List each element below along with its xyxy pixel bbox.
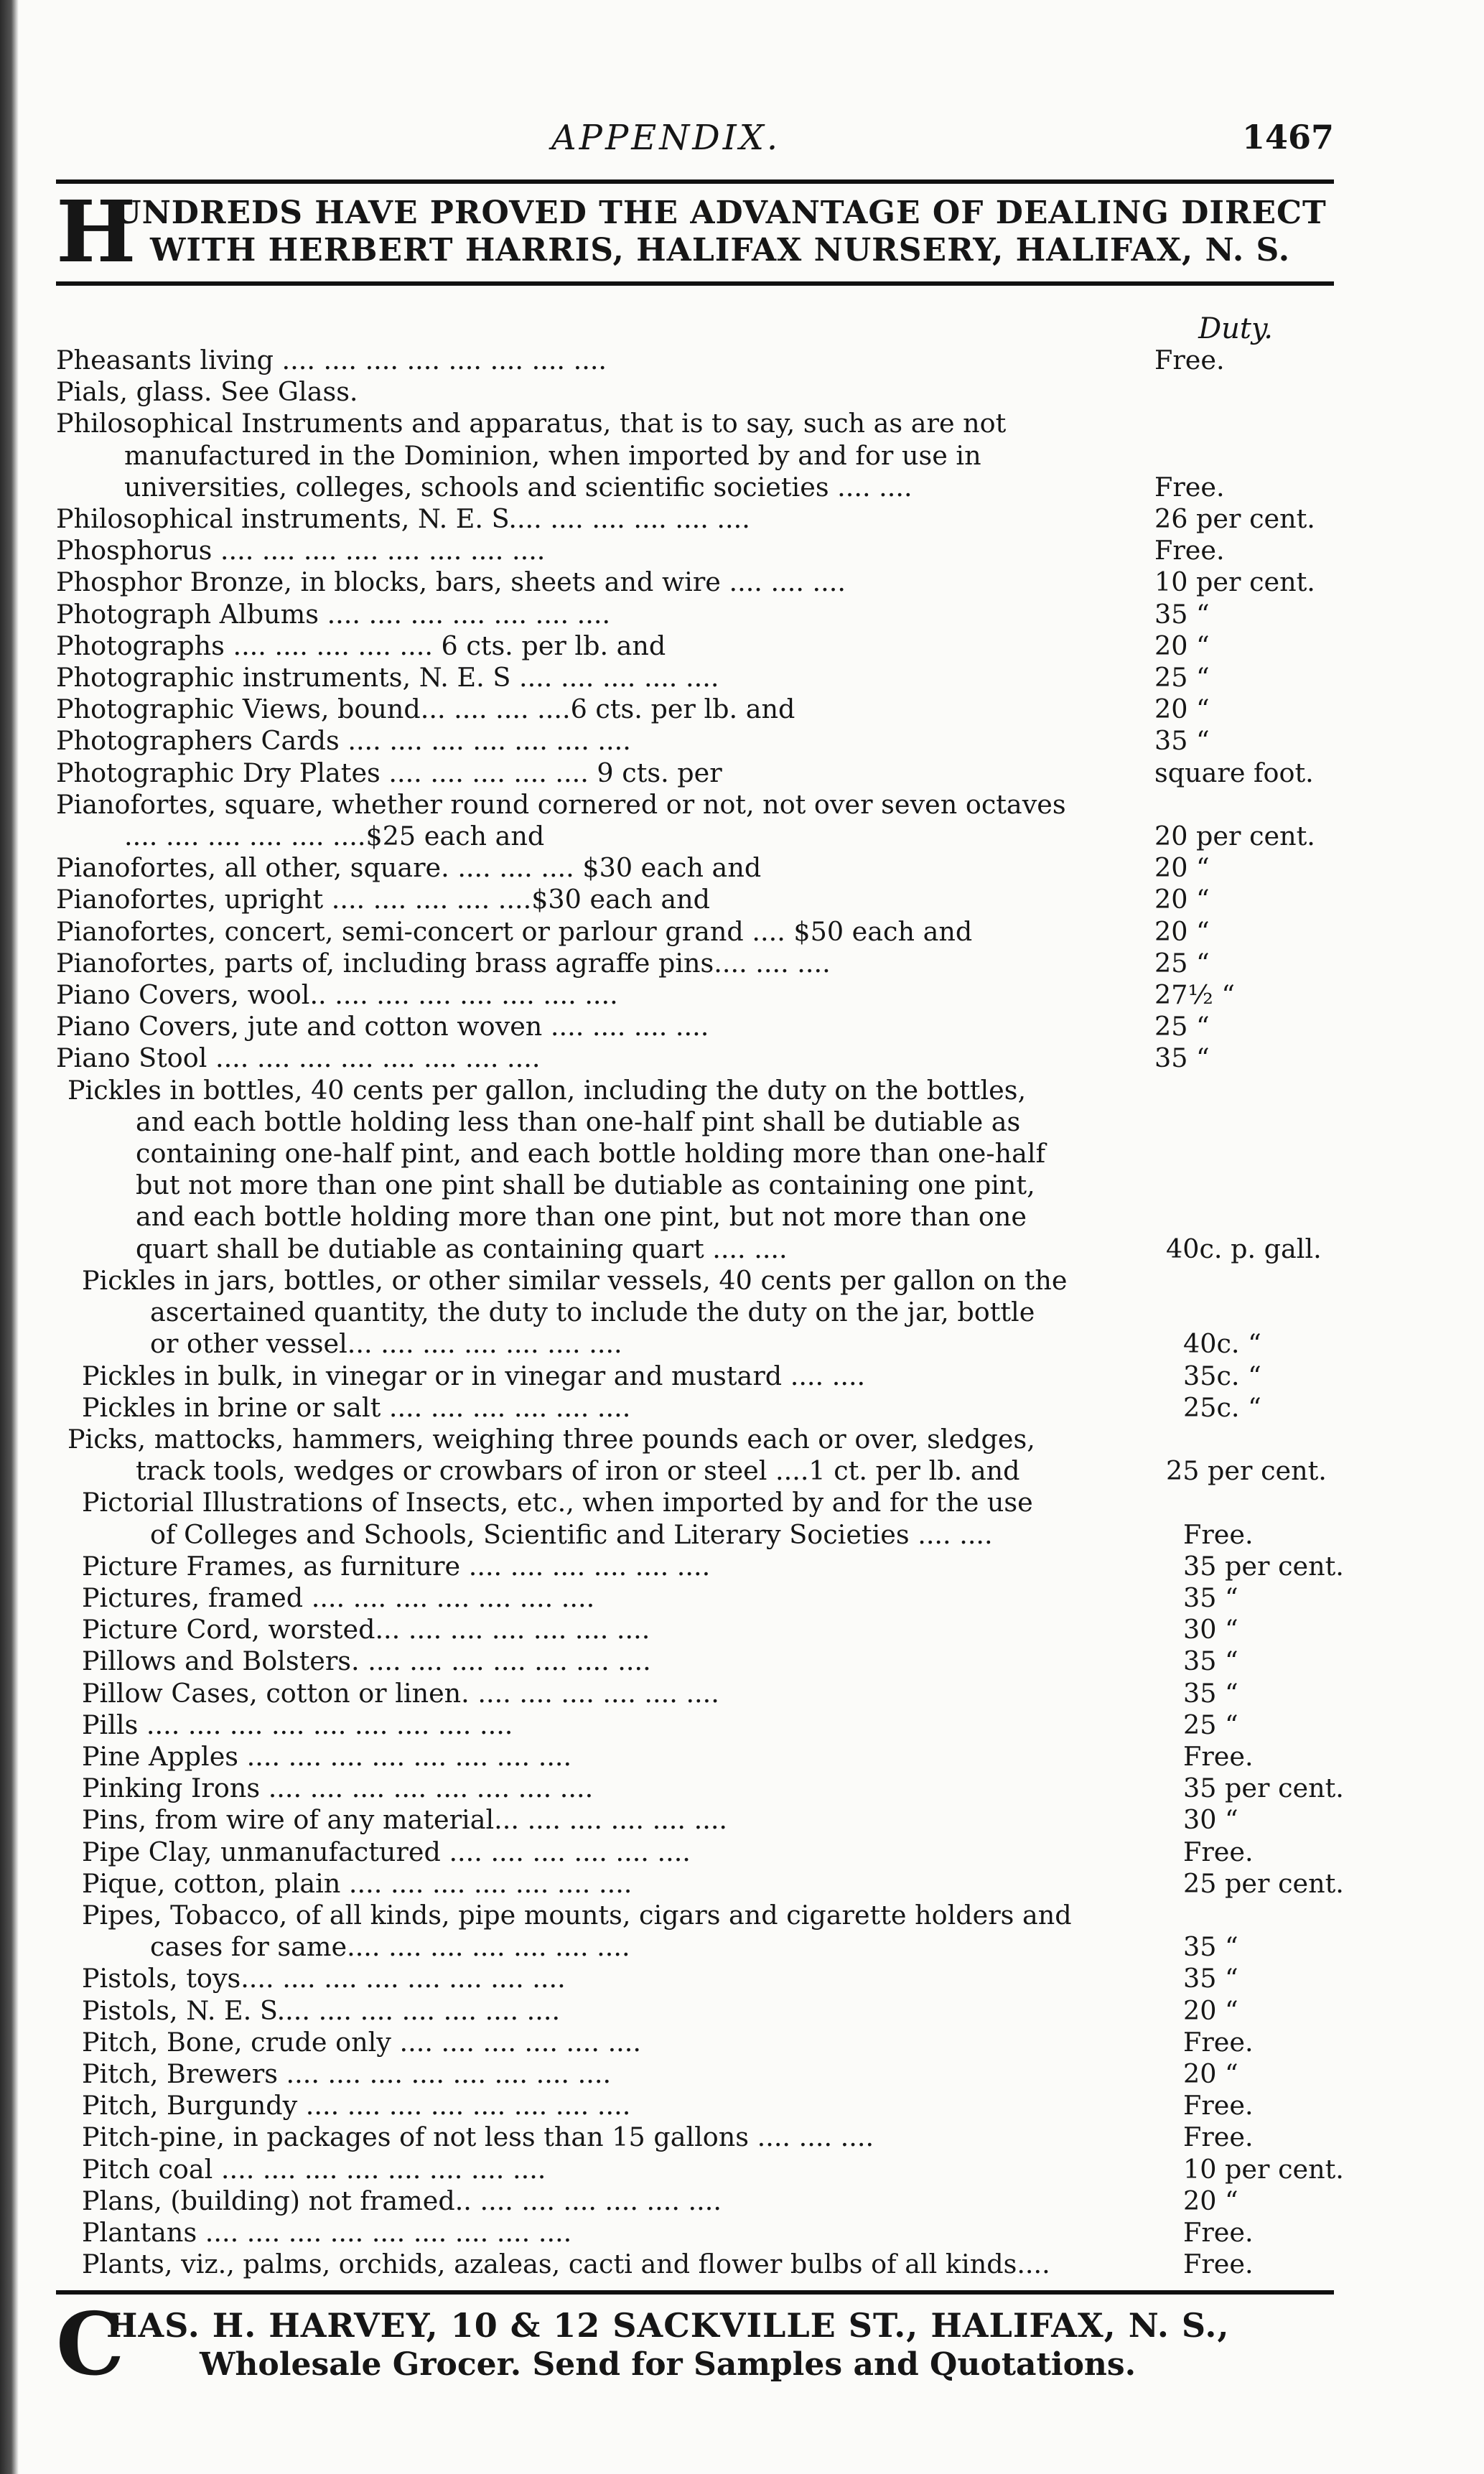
tariff-entry xyxy=(56,789,1334,852)
entry-description xyxy=(82,1487,1179,1550)
entry-line: Phosphor Bronze, in blocks, bars, sheets and wire .... .... .... xyxy=(56,566,846,598)
entry-line: Piano Covers, wool.. .... .... .... .... .... .... .... xyxy=(56,979,618,1011)
tariff-entry xyxy=(56,1582,1334,1614)
tariff-entry xyxy=(56,1678,1334,1709)
entry-description xyxy=(82,1836,1179,1868)
entry-duty: 10 per cent. xyxy=(1183,2153,1344,2185)
entry-description xyxy=(56,916,1150,948)
tariff-entry xyxy=(56,1741,1334,1773)
entry-duty: square foot. xyxy=(1154,757,1314,788)
tariff-entry xyxy=(56,1836,1334,1868)
entry-description xyxy=(82,1995,1179,2027)
tariff-entry xyxy=(56,694,1334,725)
entry-duty: 35 “ xyxy=(1154,598,1210,630)
entry-duty: Free. xyxy=(1154,535,1225,566)
tariff-entry xyxy=(56,599,1334,630)
entry-description xyxy=(82,1360,1179,1392)
entry-line: containing one-half pint, and each bottle holding more than one-half xyxy=(136,1138,1046,1170)
entry-duty: Free. xyxy=(1154,471,1225,503)
tariff-entry xyxy=(56,2153,1344,2185)
entry-line: Pitch, Bone, crude only .... .... .... .... .... .... xyxy=(82,2026,641,2058)
entry-line: Pitch-pine, in packages of not less than 15 gallons .... .... .... xyxy=(82,2121,874,2153)
entry-line: Pillow Cases, cotton or linen. .... .... .... .... .... .... xyxy=(82,1677,719,1709)
entry-duty: Free. xyxy=(1183,2121,1254,2153)
entry-description xyxy=(56,503,1150,535)
entry-line: Photographic instruments, N. E. S .... .... .... .... .... xyxy=(56,662,719,694)
tariff-entry xyxy=(56,1550,1344,1582)
entry-description xyxy=(82,1265,1179,1360)
entry-description xyxy=(82,1963,1179,1994)
entry-duty: 35 “ xyxy=(1183,1582,1238,1613)
entry-duty: 20 per cent. xyxy=(1154,821,1315,852)
entry-line: Pistols, toys.... .... .... .... .... .... .... .... xyxy=(82,1963,566,1994)
entry-duty: 35 “ xyxy=(1183,1963,1238,1994)
tariff-entry xyxy=(56,1075,1334,1265)
tariff-entry xyxy=(56,2121,1334,2153)
entry-description xyxy=(56,599,1150,630)
entry-line: Pipe Clay, unmanufactured .... .... .... .... .... .... xyxy=(82,1836,691,1867)
entry-line: Pitch coal .... .... .... .... .... .... .... .... xyxy=(82,2153,546,2185)
tariff-entry xyxy=(56,1646,1334,1677)
entry-line: Pitch, Burgundy .... .... .... .... .... .... .... .... xyxy=(82,2090,631,2121)
entry-line: Pickles in bulk, in vinegar or in vinegar and mustard .... .... xyxy=(82,1360,866,1391)
entry-line: Pictures, framed .... .... .... .... .... .... .... xyxy=(82,1582,595,1613)
tariff-entry xyxy=(56,725,1334,757)
entry-duty: 35 per cent. xyxy=(1183,1773,1344,1804)
entry-line: Philosophical instruments, N. E. S.... .... .... .... .... .... xyxy=(56,503,750,535)
entry-line: Pianofortes, upright .... .... .... .... ....$30 each and xyxy=(56,884,711,915)
entry-duty: 20 “ xyxy=(1154,694,1210,725)
entry-line: Pillows and Bolsters. .... .... .... .... .... .... .... xyxy=(82,1646,651,1677)
advertisement-banner xyxy=(56,179,1334,286)
entry-line: Pitch, Brewers .... .... .... .... .... .... .... .... xyxy=(82,2058,612,2089)
entry-duty: 20 “ xyxy=(1154,915,1210,947)
footer-advertisement xyxy=(56,2290,1334,2396)
entry-description xyxy=(56,757,1150,789)
entry-description xyxy=(56,376,1150,408)
entry-description xyxy=(56,884,1150,915)
entry-line: and each bottle holding more than one pint, but not more than one xyxy=(136,1201,1027,1233)
tariff-entry xyxy=(56,2185,1334,2217)
entry-description xyxy=(82,2249,1179,2280)
tariff-entries xyxy=(56,345,1344,2280)
tariff-entry xyxy=(56,757,1334,789)
entry-line: manufactured in the Dominion, when imported by and for use in xyxy=(124,439,981,471)
entry-description xyxy=(56,694,1150,725)
entry-description xyxy=(82,1582,1179,1614)
tariff-entry xyxy=(56,852,1334,884)
entry-description xyxy=(82,1868,1179,1900)
footer-line-1: HAS. H. HARVEY, 10 & 12 SACKVILLE ST., HALIFAX, N. S., xyxy=(106,2306,1230,2345)
entry-line: Photographic Dry Plates .... .... .... .... .... 9 cts. per xyxy=(56,757,722,788)
entry-duty: 20 “ xyxy=(1183,2058,1238,2089)
tariff-entry xyxy=(56,535,1334,566)
tariff-entry xyxy=(56,1042,1334,1074)
tariff-entry xyxy=(56,1392,1334,1424)
tariff-entry xyxy=(56,2027,1334,2058)
entry-line: Piano Covers, jute and cotton woven .... .... .... .... xyxy=(56,1011,709,1042)
tariff-entry xyxy=(56,2090,1334,2121)
tariff-entry xyxy=(56,2249,1334,2280)
tariff-entry xyxy=(56,566,1334,598)
entry-description xyxy=(56,852,1150,884)
entry-description xyxy=(56,725,1150,757)
entry-line: Pickles in brine or salt .... .... .... .... .... .... xyxy=(82,1391,631,1423)
entry-description xyxy=(82,1900,1179,1963)
tariff-entry xyxy=(56,662,1334,694)
entry-duty: 20 “ xyxy=(1154,884,1210,915)
entry-duty: 10 per cent. xyxy=(1154,566,1315,598)
tariff-entry xyxy=(56,1614,1334,1646)
entry-line: of Colleges and Schools, Scientific and Literary Societies .... .... xyxy=(150,1518,993,1550)
tariff-entry xyxy=(56,979,1334,1011)
entry-duty: 35 “ xyxy=(1154,725,1210,757)
entry-duty: Free. xyxy=(1183,1836,1254,1867)
entry-duty: 25 “ xyxy=(1154,947,1210,979)
entry-description xyxy=(56,566,1150,598)
entry-duty: 25c. “ xyxy=(1183,1391,1261,1423)
entry-line: but not more than one pint shall be dutiable as containing one pint, xyxy=(136,1170,1035,1201)
entry-description xyxy=(56,408,1150,503)
entry-duty: 27½ “ xyxy=(1154,979,1236,1011)
entry-duty: 40c. p. gall. xyxy=(1166,1233,1322,1264)
duty-column-heading: Duty. xyxy=(1198,312,1273,345)
entry-description xyxy=(56,535,1150,566)
entry-description xyxy=(56,1042,1150,1074)
entry-description xyxy=(56,662,1150,694)
entry-duty: 35 per cent. xyxy=(1183,1550,1344,1582)
banner-text xyxy=(106,195,1334,269)
tariff-entry xyxy=(56,884,1334,915)
entry-line: Pianofortes, parts of, including brass agraffe pins.... .... .... xyxy=(56,947,831,979)
entry-line: Picture Frames, as furniture .... .... .... .... .... .... xyxy=(82,1550,711,1582)
entry-line: Pique, cotton, plain .... .... .... .... .... .... .... xyxy=(82,1867,633,1899)
running-head: APPENDIX. xyxy=(551,118,781,158)
entry-description xyxy=(82,2058,1179,2090)
book-spine-shadow xyxy=(0,0,19,2474)
tariff-entry xyxy=(56,948,1334,979)
entry-description xyxy=(56,345,1150,376)
entry-duty: Free. xyxy=(1183,2216,1254,2248)
tariff-entry xyxy=(56,916,1334,948)
entry-duty: 26 per cent. xyxy=(1154,503,1315,535)
entry-line: Pictorial Illustrations of Insects, etc., when imported by and for the use xyxy=(82,1487,1033,1518)
entry-line: ascertained quantity, the duty to include the duty on the jar, bottle xyxy=(150,1297,1035,1328)
tariff-entry xyxy=(56,1709,1334,1741)
tariff-entry xyxy=(56,1360,1334,1392)
entry-line: Photograph Albums .... .... .... .... .... .... .... xyxy=(56,598,611,630)
entry-duty: Free. xyxy=(1183,2090,1254,2121)
entry-duty: 30 “ xyxy=(1183,1804,1238,1836)
entry-description xyxy=(82,1678,1179,1709)
entry-duty: 35c. “ xyxy=(1183,1360,1261,1391)
page-number: 1467 xyxy=(1241,118,1334,157)
entry-line: Plants, viz., palms, orchids, azaleas, cacti and flower bulbs of all kinds.... xyxy=(82,2249,1050,2280)
tariff-entry xyxy=(56,1804,1334,1836)
tariff-entry xyxy=(56,1963,1334,1994)
entry-duty: 25 per cent. xyxy=(1183,1867,1344,1899)
entry-description xyxy=(82,2121,1179,2153)
entry-duty: 35 “ xyxy=(1154,1042,1210,1074)
footer-initial: C xyxy=(56,2294,125,2396)
entry-line: Philosophical Instruments and apparatus, that is to say, such as are not xyxy=(56,408,1007,439)
banner-line-2: WITH HERBERT HARRIS, HALIFAX NURSERY, HALIFAX, N. S. xyxy=(149,232,1291,269)
entry-line: Pianofortes, all other, square. .... .... .... $30 each and xyxy=(56,852,762,884)
entry-description xyxy=(82,2090,1179,2121)
footer-text xyxy=(106,2305,1334,2384)
entry-description xyxy=(82,1773,1179,1804)
tariff-entry xyxy=(56,408,1334,503)
tariff-entry xyxy=(56,1011,1334,1042)
entry-line: Plans, (building) not framed.. .... .... .... .... .... .... xyxy=(82,2185,722,2216)
entry-line: Pianofortes, concert, semi-concert or parlour grand .... $50 each and xyxy=(56,915,973,947)
tariff-entry xyxy=(56,1424,1334,1487)
entry-duty: 20 “ xyxy=(1154,630,1210,661)
entry-duty: Free. xyxy=(1183,2026,1254,2058)
entry-line: Piano Stool .... .... .... .... .... .... .... .... xyxy=(56,1042,541,1074)
tariff-entry xyxy=(56,1995,1334,2027)
entry-description xyxy=(67,1075,1162,1265)
entry-description xyxy=(82,1709,1179,1741)
entry-duty: 20 “ xyxy=(1154,852,1210,884)
entry-line: universities, colleges, schools and scientific societies .... .... xyxy=(124,471,913,503)
entry-line: Pheasants living .... .... .... .... .... .... .... .... xyxy=(56,345,607,375)
entry-line: Photographic Views, bound... .... .... ....6 cts. per lb. and xyxy=(56,694,795,725)
entry-description xyxy=(56,979,1150,1011)
entry-line: Pickles in bottles, 40 cents per gallon, including the duty on the bottles, xyxy=(67,1074,1027,1106)
footer-line-2: Wholesale Grocer. Send for Samples and Quotations. xyxy=(200,2346,1137,2384)
page-header xyxy=(56,115,1334,172)
entry-line: quart shall be dutiable as containing quart .... .... xyxy=(136,1233,788,1264)
entry-duty: 20 “ xyxy=(1183,2185,1238,2216)
entry-duty: 25 per cent. xyxy=(1166,1455,1327,1487)
entry-duty: Free. xyxy=(1183,2249,1254,2280)
entry-duty: Free. xyxy=(1183,1518,1254,1550)
entry-description xyxy=(82,2154,1179,2185)
entry-line: Pills .... .... .... .... .... .... .... .... .... xyxy=(82,1709,513,1740)
entry-description xyxy=(82,1646,1179,1677)
entry-line: Pins, from wire of any material... .... .... .... .... .... xyxy=(82,1804,728,1836)
entry-duty: 30 “ xyxy=(1183,1614,1238,1646)
entry-line: or other vessel... .... .... .... .... .... .... xyxy=(150,1328,622,1360)
entry-description xyxy=(56,789,1150,852)
entry-description xyxy=(82,2185,1179,2217)
entry-description xyxy=(82,1614,1179,1646)
tariff-entry xyxy=(56,1773,1344,1804)
tariff-entry xyxy=(56,503,1334,535)
entry-duty: Free. xyxy=(1154,345,1225,375)
tariff-entry xyxy=(56,2217,1334,2249)
entry-line: Plantans .... .... .... .... .... .... .... .... .... xyxy=(82,2216,572,2248)
appendix-page xyxy=(56,115,1344,2396)
entry-line: Pipes, Tobacco, of all kinds, pipe mounts, cigars and cigarette holders and xyxy=(82,1899,1072,1931)
tariff-entry xyxy=(56,1867,1344,1900)
tariff-entry xyxy=(56,376,1334,408)
entry-line: Pials, glass. See Glass. xyxy=(56,376,358,408)
entry-description xyxy=(82,2217,1179,2249)
banner-line-1: UNDREDS HAVE PROVED THE ADVANTAGE OF DEALING DIRECT xyxy=(113,195,1327,231)
entry-description xyxy=(82,1551,1179,1582)
entry-duty: 35 “ xyxy=(1183,1677,1238,1709)
entry-description xyxy=(56,948,1150,979)
entry-line: Pine Apples .... .... .... .... .... .... .... .... xyxy=(82,1740,572,1772)
entry-line: Picture Cord, worsted... .... .... .... .... .... .... xyxy=(82,1614,650,1646)
entry-description xyxy=(67,1424,1162,1487)
entry-line: Pinking Irons .... .... .... .... .... .... .... .... xyxy=(82,1773,594,1804)
banner-initial: H xyxy=(56,182,136,281)
entry-line: Pickles in jars, bottles, or other similar vessels, 40 cents per gallon on the xyxy=(82,1264,1068,1296)
entry-duty: Free. xyxy=(1183,1740,1254,1772)
entry-duty: 35 “ xyxy=(1183,1931,1238,1963)
tariff-entry xyxy=(56,630,1334,662)
entry-line: Picks, mattocks, hammers, weighing three pounds each or over, sledges, xyxy=(67,1423,1035,1455)
entry-description xyxy=(56,630,1150,662)
entry-duty: 25 “ xyxy=(1154,1011,1210,1042)
entry-description xyxy=(82,1804,1179,1836)
entry-description xyxy=(82,1741,1179,1773)
entry-description xyxy=(82,2027,1179,2058)
entry-line: Phosphorus .... .... .... .... .... .... .... .... xyxy=(56,535,546,566)
entry-duty: 25 “ xyxy=(1183,1709,1238,1740)
entry-description xyxy=(56,1011,1150,1042)
entry-description xyxy=(82,1392,1179,1424)
tariff-entry xyxy=(56,2058,1334,2090)
entry-line: Photographers Cards .... .... .... .... .... .... .... xyxy=(56,725,631,757)
entry-duty: 40c. “ xyxy=(1183,1328,1261,1360)
entry-line: cases for same.... .... .... .... .... .... .... xyxy=(150,1931,630,1963)
entry-line: Pistols, N. E. S.... .... .... .... .... .... .... xyxy=(82,1994,561,2026)
entry-duty: 20 “ xyxy=(1183,1994,1238,2026)
entry-duty: 25 “ xyxy=(1154,662,1210,694)
entry-line: .... .... .... .... .... ....$25 each and xyxy=(124,821,545,852)
entry-line: track tools, wedges or crowbars of iron or steel ....1 ct. per lb. and xyxy=(136,1455,1020,1487)
tariff-entry xyxy=(56,1265,1334,1360)
tariff-entry xyxy=(56,1900,1334,1963)
tariff-entry xyxy=(56,345,1334,376)
entry-line: and each bottle holding less than one-half pint shall be dutiable as xyxy=(136,1106,1021,1137)
entry-duty: 35 “ xyxy=(1183,1646,1238,1677)
entry-line: Pianofortes, square, whether round cornered or not, not over seven octaves xyxy=(56,788,1066,820)
tariff-entry xyxy=(56,1487,1334,1550)
entry-line: Photographs .... .... .... .... .... 6 cts. per lb. and xyxy=(56,630,666,661)
